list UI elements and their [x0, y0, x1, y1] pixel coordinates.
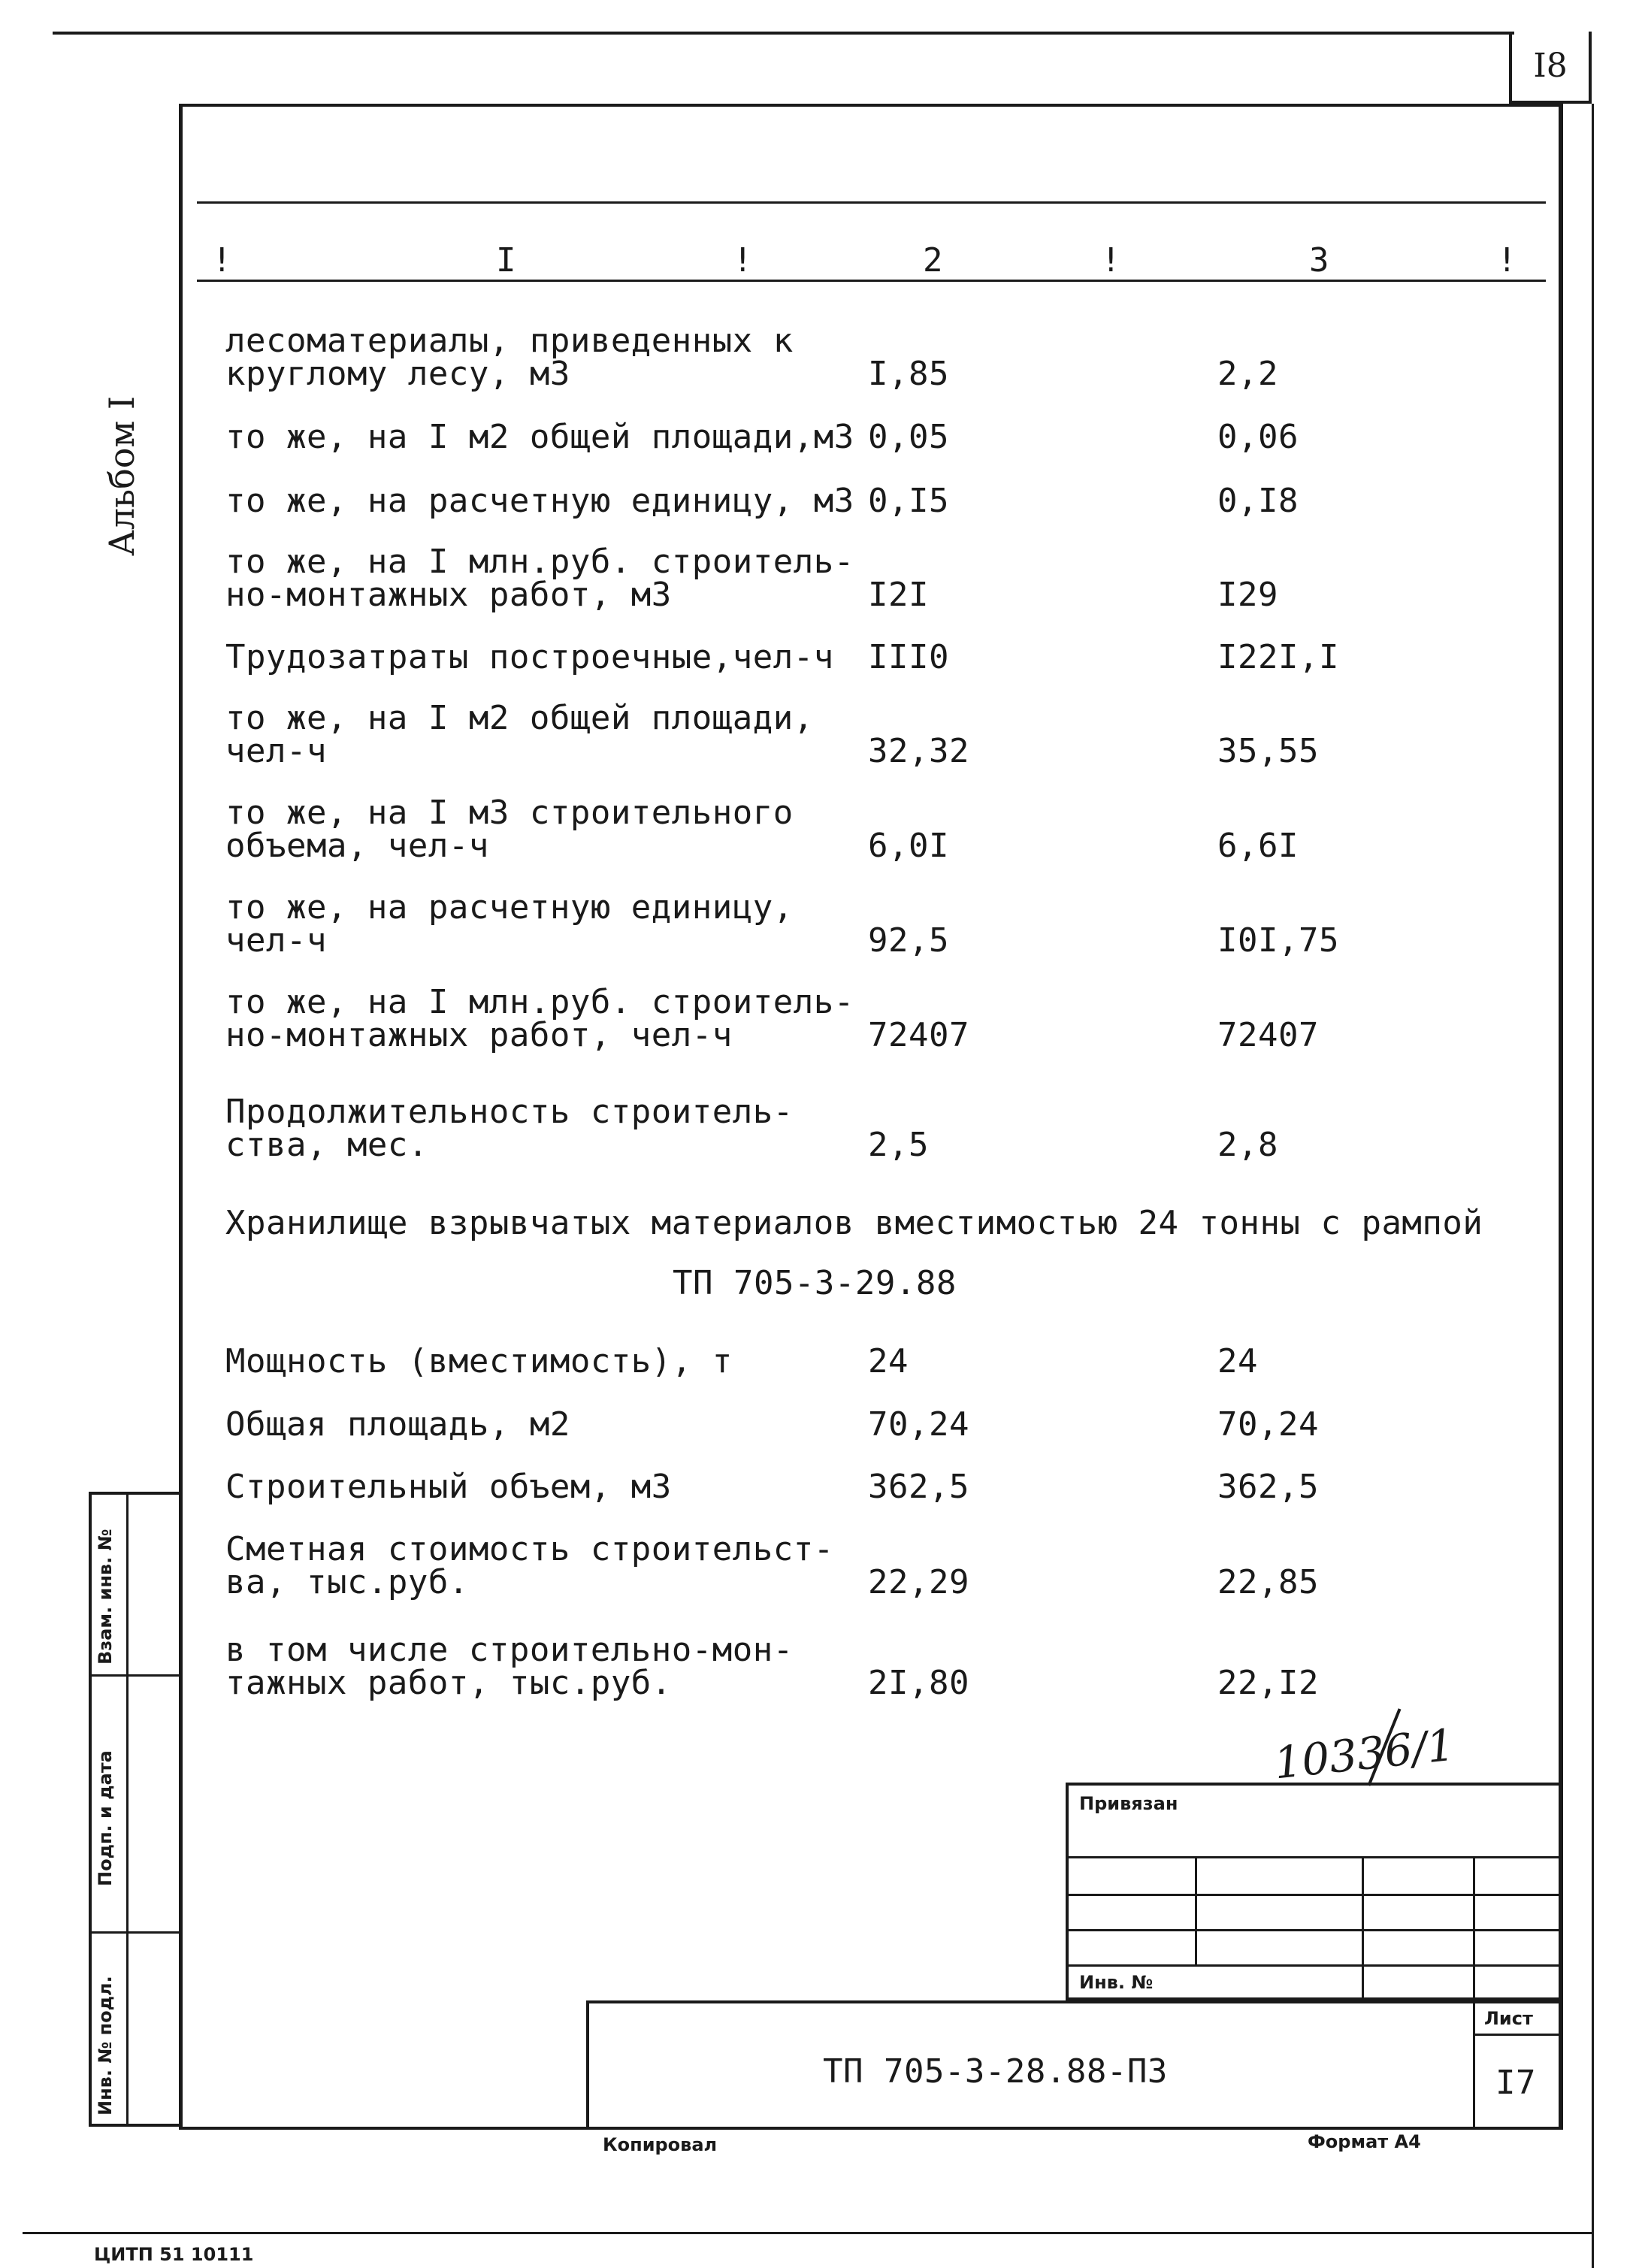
- section-code: ТП 705-3-29.88: [673, 1264, 957, 1302]
- header-sep-3: !: [1101, 241, 1121, 280]
- table-row: то же, на I м2 общей площади, чел-ч 32,32 35,55: [225, 699, 1319, 770]
- outer-right-edge: [1592, 104, 1594, 2268]
- print-code: ЦИТП 51 10111: [94, 2244, 254, 2265]
- stamp-h4: [1066, 1964, 1562, 1967]
- list-divider-v: [1473, 2000, 1475, 2128]
- frame-top: [179, 104, 1562, 107]
- table-row: лесоматериалы, приведенных к круглому лесу, м3 I,85 2,2: [225, 322, 1278, 393]
- list-label: Лист: [1484, 2008, 1533, 2029]
- list-divider-h: [1473, 2034, 1562, 2036]
- table-row: то же, на I м3 строительного объема, чел-ч 6,0I 6,6I: [225, 794, 1299, 865]
- privyazan-label: Привязан: [1079, 1793, 1178, 1814]
- table-row: Общая площадь, м2 70,24 70,24: [225, 1405, 1319, 1444]
- header-col-2: 2: [923, 241, 943, 280]
- header-rule-top: [197, 201, 1546, 204]
- table-row: в том числе строительно-мон- тажных работ, тыс.руб. 2I,80 22,I2: [225, 1631, 1319, 1702]
- stamp-h3: [1066, 1929, 1562, 1931]
- table-row: Мощность (вместимость), т 24 24: [225, 1342, 1258, 1380]
- stamp-h2: [1066, 1894, 1562, 1896]
- header-col-1: I: [496, 241, 516, 280]
- table-row: Продолжительность строитель- ства, мес. 2,5 2,8: [225, 1093, 1278, 1164]
- doc-code: ТП 705-3-28.88-ПЗ: [823, 2052, 1168, 2091]
- table-row: то же, на I млн.руб. строитель- но-монтажных работ, м3 I2I I29: [225, 543, 1278, 614]
- table-row: Трудозатраты построечные,чел-ч III0 I22I,I: [225, 638, 1339, 676]
- header-sep-2: !: [733, 241, 753, 280]
- stamp-v1: [1195, 1856, 1197, 1964]
- stamp-v2: [1362, 1856, 1364, 2000]
- stamp-v3: [1473, 1856, 1475, 2000]
- podp-data-label: Подп. и дата: [95, 1750, 116, 1886]
- table-row: Сметная стоимость строительст- ва, тыс.руб. 22,29 22,85: [225, 1530, 1319, 1601]
- outer-bottom-edge: [23, 2232, 1593, 2234]
- privyazan-box: [1066, 1783, 1562, 2000]
- header-sep-1: !: [212, 241, 232, 280]
- inv-podl-label: Инв. № подл.: [95, 1976, 116, 2115]
- table-row: то же, на I млн.руб. строитель- но-монтажных работ, чел-ч 72407 72407: [225, 983, 1319, 1054]
- kopiroval-label: Копировал: [603, 2134, 718, 2155]
- side-stamp-divider: [126, 1492, 129, 2127]
- table-row: то же, на расчетную единицу, м3 0,I5 0,I8: [225, 482, 1299, 520]
- format-label: Формат А4: [1308, 2131, 1421, 2152]
- handwritten-number: 10336/1: [1272, 1719, 1457, 1789]
- album-label: Альбом I: [101, 395, 142, 556]
- header-sep-4: !: [1497, 241, 1517, 280]
- table-row: то же, на расчетную единицу, чел-ч 92,5 I0I,75: [225, 888, 1339, 960]
- vzam-inv-label: Взам. инв. №: [95, 1529, 116, 1665]
- section-title: Хранилище взрывчатых материалов вместимостью 24 тонны с рампой: [225, 1204, 1483, 1242]
- inv-no-label: Инв. №: [1079, 1972, 1154, 1993]
- side-stamp-h2: [89, 1931, 180, 1934]
- page-number: I8: [1533, 47, 1568, 85]
- side-stamp-h1: [89, 1674, 180, 1677]
- top-rule: [53, 32, 1514, 35]
- table-row: Строительный объем, м3 362,5 362,5: [225, 1468, 1319, 1506]
- stamp-h1: [1066, 1856, 1562, 1858]
- header-rule-bottom: [197, 280, 1546, 282]
- sheet-number: I7: [1495, 2064, 1536, 2102]
- table-row: то же, на I м2 общей площади,м3 0,05 0,06: [225, 418, 1299, 456]
- header-col-3: 3: [1309, 241, 1329, 280]
